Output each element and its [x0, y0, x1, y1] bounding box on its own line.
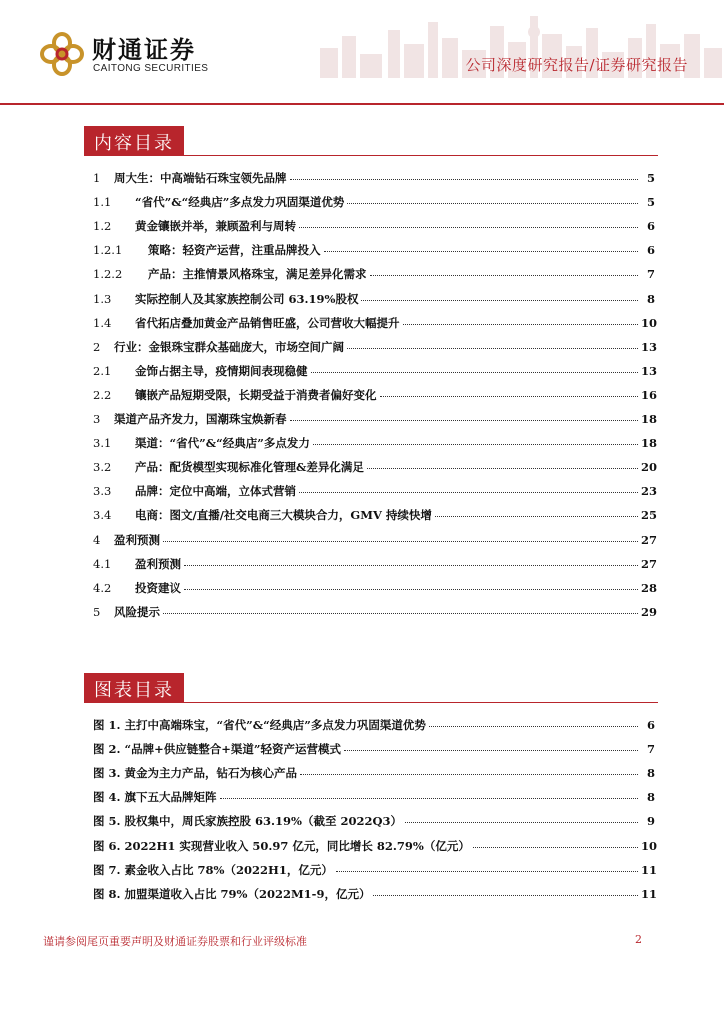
page-number: 2: [635, 933, 642, 946]
toc-entry-page: 7: [646, 267, 655, 282]
toc-entry[interactable]: [93, 291, 655, 313]
figure-leader-dots: [344, 749, 638, 751]
toc-entry-title: 投资建议: [135, 580, 181, 595]
toc-leader-dots: [380, 395, 639, 397]
toc-entry-title: 行业：金银珠宝群众基础庞大，市场空间广阔: [114, 339, 344, 354]
figure-entry-page: 11: [641, 862, 658, 877]
figure-leader-dots: [300, 773, 638, 775]
figure-entry[interactable]: [93, 741, 655, 763]
toc-leader-dots: [290, 178, 639, 180]
toc-entry-page: 18: [641, 436, 658, 451]
toc-entry[interactable]: [93, 363, 658, 385]
figure-entry[interactable]: [93, 789, 655, 811]
toc-entry-title: 产品：配货模型实现标准化管理&差异化满足: [135, 460, 364, 475]
toc-entry-number: 1.2: [93, 219, 112, 234]
toc-entry-title: 黄金镶嵌并举，兼顾盈利与周转: [135, 219, 296, 234]
toc-entry[interactable]: [93, 218, 655, 240]
figure-entry[interactable]: [93, 717, 655, 739]
figure-entry-page: 9: [646, 814, 655, 829]
toc-entry[interactable]: [93, 315, 658, 337]
toc-entry-page: 6: [646, 219, 655, 234]
toc-leader-dots: [290, 419, 639, 421]
toc-entry-number: 3.2: [93, 460, 112, 475]
toc-entry-page: 13: [641, 339, 658, 354]
figure-entry[interactable]: [93, 886, 658, 908]
toc-entry[interactable]: [93, 556, 658, 578]
toc-leader-dots: [184, 588, 638, 590]
toc-leader-dots: [403, 323, 639, 325]
toc-entry[interactable]: [93, 339, 658, 361]
toc-entry-title: 周大生：中高端钻石珠宝领先品牌: [114, 171, 287, 185]
toc-leader-dots: [347, 347, 638, 349]
toc-entry[interactable]: [93, 266, 655, 288]
toc-leader-dots: [313, 443, 638, 445]
toc-entry[interactable]: [93, 459, 658, 481]
figure-leader-dots: [336, 870, 638, 872]
toc-entry-page: 25: [641, 508, 658, 523]
toc-entry-page: 6: [646, 243, 655, 258]
toc-entry-number: 5: [93, 604, 101, 619]
toc-entry-number: 3.1: [93, 436, 112, 451]
toc-leader-dots: [367, 467, 638, 469]
toc-leader-dots: [347, 202, 638, 204]
toc-entry-title: 镶嵌产品短期受限，长期受益于消费者偏好变化: [135, 387, 377, 402]
toc-entry-title: 渠道产品齐发力，国潮珠宝焕新春: [114, 412, 287, 426]
figure-entry-page: 6: [646, 718, 655, 732]
figure-entry-page: 8: [646, 790, 655, 805]
header-divider: [0, 103, 724, 105]
toc-entry-title: 产品：主推情景风格珠宝，满足差异化需求: [148, 267, 367, 282]
toc-entry-title: 策略：轻资产运营，注重品牌投入: [148, 243, 321, 258]
toc-leader-dots: [299, 491, 638, 493]
toc-entry-number: 4.2: [93, 580, 112, 595]
toc-entry-title: 省代拓店叠加黄金产品销售旺盛，公司营收大幅提升: [135, 315, 400, 330]
figure-entry-title: 图 4. 旗下五大品牌矩阵: [93, 790, 217, 805]
toc-leader-dots: [311, 371, 639, 373]
figure-leader-dots: [473, 846, 638, 848]
figure-entry-title: 图 6. 2022H1 实现营业收入 50.97 亿元，同比增长 82.79%（亿元）: [93, 838, 470, 853]
toc-entry-title: 渠道：“省代”&“经典店”多点发力: [135, 436, 310, 451]
toc-entry[interactable]: [93, 435, 658, 457]
toc-entry-number: 1.3: [93, 291, 112, 306]
toc-entry-title: 实际控制人及其家族控制公司 63.19%股权: [135, 291, 359, 306]
figure-entry-page: 11: [641, 886, 658, 901]
figure-section-heading: [84, 673, 658, 703]
figure-leader-dots: [429, 725, 638, 727]
figure-entry[interactable]: [93, 813, 655, 835]
toc-entry-page: 20: [641, 460, 658, 475]
figure-entry-title: 图 7. 素金收入占比 78%（2022H1，亿元）: [93, 862, 333, 877]
toc-leader-dots: [299, 226, 638, 228]
toc-entry[interactable]: [93, 194, 655, 216]
footer-disclaimer: 谨请参阅尾页重要声明及财通证券股票和行业评级标准: [43, 935, 307, 948]
toc-entry-page: 16: [641, 387, 658, 402]
figure-entry-title: 图 1. 主打中高端珠宝，“省代”&“经典店”多点发力巩固渠道优势: [93, 718, 426, 732]
figure-section-title: 图表目录: [94, 680, 174, 701]
caitong-logo-icon: [38, 30, 86, 78]
toc-entry-number: 4: [93, 532, 101, 547]
figure-entry-title: 图 5. 股权集中，周氏家族控股 63.19%（截至 2022Q3）: [93, 814, 402, 829]
figure-entry-title: 图 3. 黄金为主力产品，钻石为核心产品: [93, 766, 298, 781]
toc-entry-number: 1.2.1: [93, 243, 123, 258]
toc-entry-number: 1.4: [93, 315, 112, 330]
toc-entry-page: 5: [646, 195, 655, 210]
toc-entry[interactable]: [93, 483, 658, 505]
figure-entry-page: 7: [646, 742, 655, 757]
toc-entry[interactable]: [93, 507, 658, 529]
figure-entry[interactable]: [93, 838, 658, 860]
toc-entry[interactable]: [93, 411, 658, 433]
toc-leader-dots: [361, 299, 638, 301]
toc-entry[interactable]: [93, 532, 658, 554]
toc-entry-title: 品牌：定位中高端，立体式营销: [135, 484, 296, 499]
toc-entry[interactable]: [93, 604, 658, 626]
toc-entry-page: 27: [641, 532, 658, 547]
toc-entry-number: 2.2: [93, 387, 112, 402]
toc-entry-number: 3: [93, 412, 101, 426]
figure-leader-dots: [405, 821, 638, 823]
toc-entry-title: 金饰占据主导，疫情期间表现稳健: [135, 363, 308, 378]
brand-name-en: CAITONG SECURITIES: [93, 63, 209, 74]
toc-leader-dots: [435, 515, 638, 517]
toc-leader-dots: [324, 250, 639, 252]
toc-entry-page: 23: [641, 484, 658, 499]
toc-entry-title: 盈利预测: [135, 556, 181, 571]
toc-entry-number: 4.1: [93, 556, 112, 571]
toc-entry-page: 18: [641, 412, 658, 426]
toc-entry-page: 5: [646, 171, 655, 185]
toc-entry-title: 风险提示: [114, 604, 160, 619]
toc-entry-page: 27: [641, 556, 658, 571]
toc-entry[interactable]: [93, 170, 655, 192]
toc-entry-title: 盈利预测: [114, 532, 160, 547]
toc-entry[interactable]: [93, 242, 655, 264]
toc-entry-number: 1: [93, 171, 101, 185]
figure-entry[interactable]: [93, 862, 658, 884]
toc-entry-number: 1.2.2: [93, 267, 123, 282]
toc-section-title: 内容目录: [94, 133, 174, 154]
toc-entry-page: 28: [641, 580, 658, 595]
toc-entry[interactable]: [93, 580, 658, 602]
toc-entry-number: 3.4: [93, 508, 112, 523]
toc-entry-title: 电商：图文/直播/社交电商三大模块合力，GMV 持续快增: [135, 508, 432, 523]
toc-leader-dots: [370, 274, 639, 276]
figure-entry-page: 8: [646, 766, 655, 781]
toc-entry-page: 13: [641, 363, 658, 378]
page-header: [0, 0, 724, 104]
toc-leader-dots: [163, 612, 638, 614]
figure-entry[interactable]: [93, 765, 655, 787]
toc-entry[interactable]: [93, 387, 658, 409]
figure-entry-page: 10: [641, 838, 658, 853]
toc-entry-title: “省代”&“经典店”多点发力巩固渠道优势: [135, 195, 345, 210]
toc-entry-page: 8: [646, 291, 655, 306]
figure-entry-title: 图 2. “品牌+供应链整合+渠道”轻资产运营模式: [93, 742, 342, 757]
figure-leader-dots: [220, 797, 638, 799]
toc-entry-page: 29: [641, 604, 658, 619]
toc-leader-dots: [163, 540, 638, 542]
toc-entry-number: 1.1: [93, 195, 112, 210]
toc-leader-dots: [184, 564, 638, 566]
figure-entry-title: 图 8. 加盟渠道收入占比 79%（2022M1-9，亿元）: [93, 886, 371, 901]
brand-name-cn: 财通证券: [92, 36, 196, 64]
toc-entry-page: 10: [641, 315, 658, 330]
figure-leader-dots: [373, 894, 638, 896]
toc-entry-number: 3.3: [93, 484, 112, 499]
toc-entry-number: 2: [93, 339, 101, 354]
toc-entry-number: 2.1: [93, 363, 112, 378]
report-type-label: 公司深度研究报告/证券研究报告: [465, 56, 688, 74]
toc-section-heading: [84, 126, 658, 156]
